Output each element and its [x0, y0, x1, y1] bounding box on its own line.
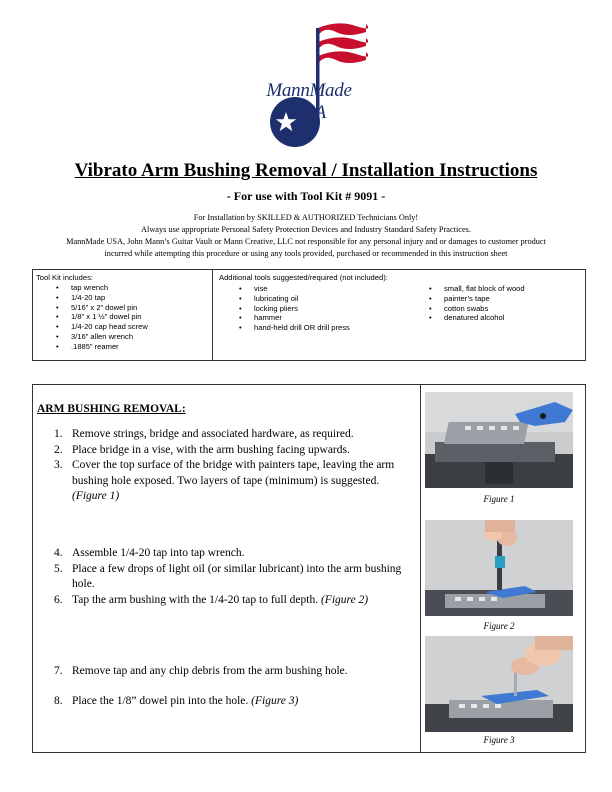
step-number: 4.	[54, 547, 63, 559]
figure-2-photo	[425, 520, 573, 616]
kit-additional-list	[219, 284, 409, 333]
step-text: Assemble 1/4-20 tap into tap wrench.	[72, 547, 245, 559]
list-item: • 1/8” x 1 ½” dowel pin	[36, 312, 212, 322]
flag-stripes-icon	[318, 23, 368, 64]
list-item: • hammer	[219, 313, 409, 323]
step-item	[0, 458, 412, 505]
step-text: Place bridge in a vise, with the arm bushing facing upwards.	[72, 443, 350, 456]
notice-line: For Installation by SKILLED & AUTHORIZED Technicians Only!	[193, 213, 419, 222]
step-item	[0, 427, 412, 443]
step-text: Cover the top surface of the bridge with painters tape, leaving the arm bushing hole exposed. Two layers of tape (minimum) is suggested.	[72, 459, 395, 487]
step-item	[0, 694, 412, 710]
kit-included-column	[33, 270, 213, 360]
figure-reference: (Figure 2)	[320, 593, 369, 606]
list-item: • cotton swabs	[409, 304, 579, 314]
step-number: 2.	[54, 443, 63, 456]
notice-line: incurred while attempting this procedure or using any tools provided, purchased or recommended in this instruction sheet	[104, 249, 508, 258]
column-divider	[420, 384, 421, 753]
brand-name: MannMade USA	[266, 80, 352, 123]
list-item: • small, flat block of wood	[409, 284, 579, 294]
figure-1-photo	[425, 392, 573, 488]
list-item: • locking pliers	[219, 304, 409, 314]
step-item	[0, 443, 412, 459]
list-item: • hand-held drill OR drill press	[219, 323, 409, 333]
kit-additional-column	[219, 273, 579, 333]
tool-kit-table	[32, 269, 586, 361]
list-item: • 5/16” x 2” dowel pin	[36, 303, 212, 313]
list-item: • 1/4-20 cap head screw	[36, 322, 212, 332]
figure-reference: (Figure 1)	[72, 490, 120, 502]
page-subtitle: - For use with Tool Kit # 9091 -	[226, 189, 386, 203]
list-item: • tap wrench	[36, 283, 212, 293]
step-item	[0, 664, 412, 680]
step-number: 6.	[54, 593, 63, 606]
step-text: Place a few drops of light oil (or similar lubricant) into the arm bushing hole.	[72, 562, 402, 590]
step-text: Tap the arm bushing with the 1/4-20 tap to full depth.	[72, 593, 319, 606]
step-item	[0, 562, 412, 593]
step-number: 8.	[54, 695, 63, 707]
list-item: • denatured alcohol	[409, 313, 579, 323]
step-text: Remove strings, bridge and associated hardware, as required.	[72, 428, 354, 440]
kit-additional-list	[409, 284, 579, 323]
page-title: Vibrato Arm Bushing Removal / Installation Instructions	[74, 160, 538, 181]
figure-reference: (Figure 3)	[251, 695, 299, 707]
kit-included-heading: Tool Kit includes:	[36, 273, 93, 282]
notice-line: MannMade USA, John Mann’s Guitar Vault or Mann Creative, LLC not responsible for any personal injury and or damages to customer product	[66, 237, 546, 246]
figure-3-photo	[425, 636, 573, 732]
figure-caption: Figure 2	[483, 621, 515, 631]
step-list	[0, 694, 412, 710]
step-list	[0, 546, 412, 608]
kit-additional-heading: Additional tools suggested/required (not included):	[219, 273, 388, 282]
list-item: • lubricating oil	[219, 294, 409, 304]
step-list	[0, 664, 412, 680]
step-number: 7.	[54, 665, 63, 677]
step-item	[0, 546, 412, 562]
notice-line: Always use appropriate Personal Safety Protection Devices and Industry Standard Safety Practices.	[141, 225, 471, 234]
list-item: • .1885” reamer	[36, 342, 212, 352]
section-heading: ARM BUSHING REMOVAL:	[37, 403, 186, 415]
step-item	[0, 593, 412, 609]
list-item: • painter’s tape	[409, 294, 579, 304]
safety-notice	[20, 212, 592, 260]
step-list	[0, 427, 412, 505]
kit-included-list	[36, 283, 212, 352]
figure-caption: Figure 3	[483, 735, 515, 745]
figure-caption: Figure 1	[483, 494, 515, 504]
list-item: • 1/4-20 tap	[36, 293, 212, 303]
list-item: • 3/16” allen wrench	[36, 332, 212, 342]
step-number: 5.	[54, 562, 63, 575]
step-number: 1.	[54, 428, 63, 440]
list-item: • vise	[219, 284, 409, 294]
step-text: Remove tap and any chip debris from the arm bushing hole.	[72, 665, 348, 677]
step-number: 3.	[54, 459, 63, 471]
step-text: Place the 1/8” dowel pin into the hole.	[72, 695, 249, 707]
